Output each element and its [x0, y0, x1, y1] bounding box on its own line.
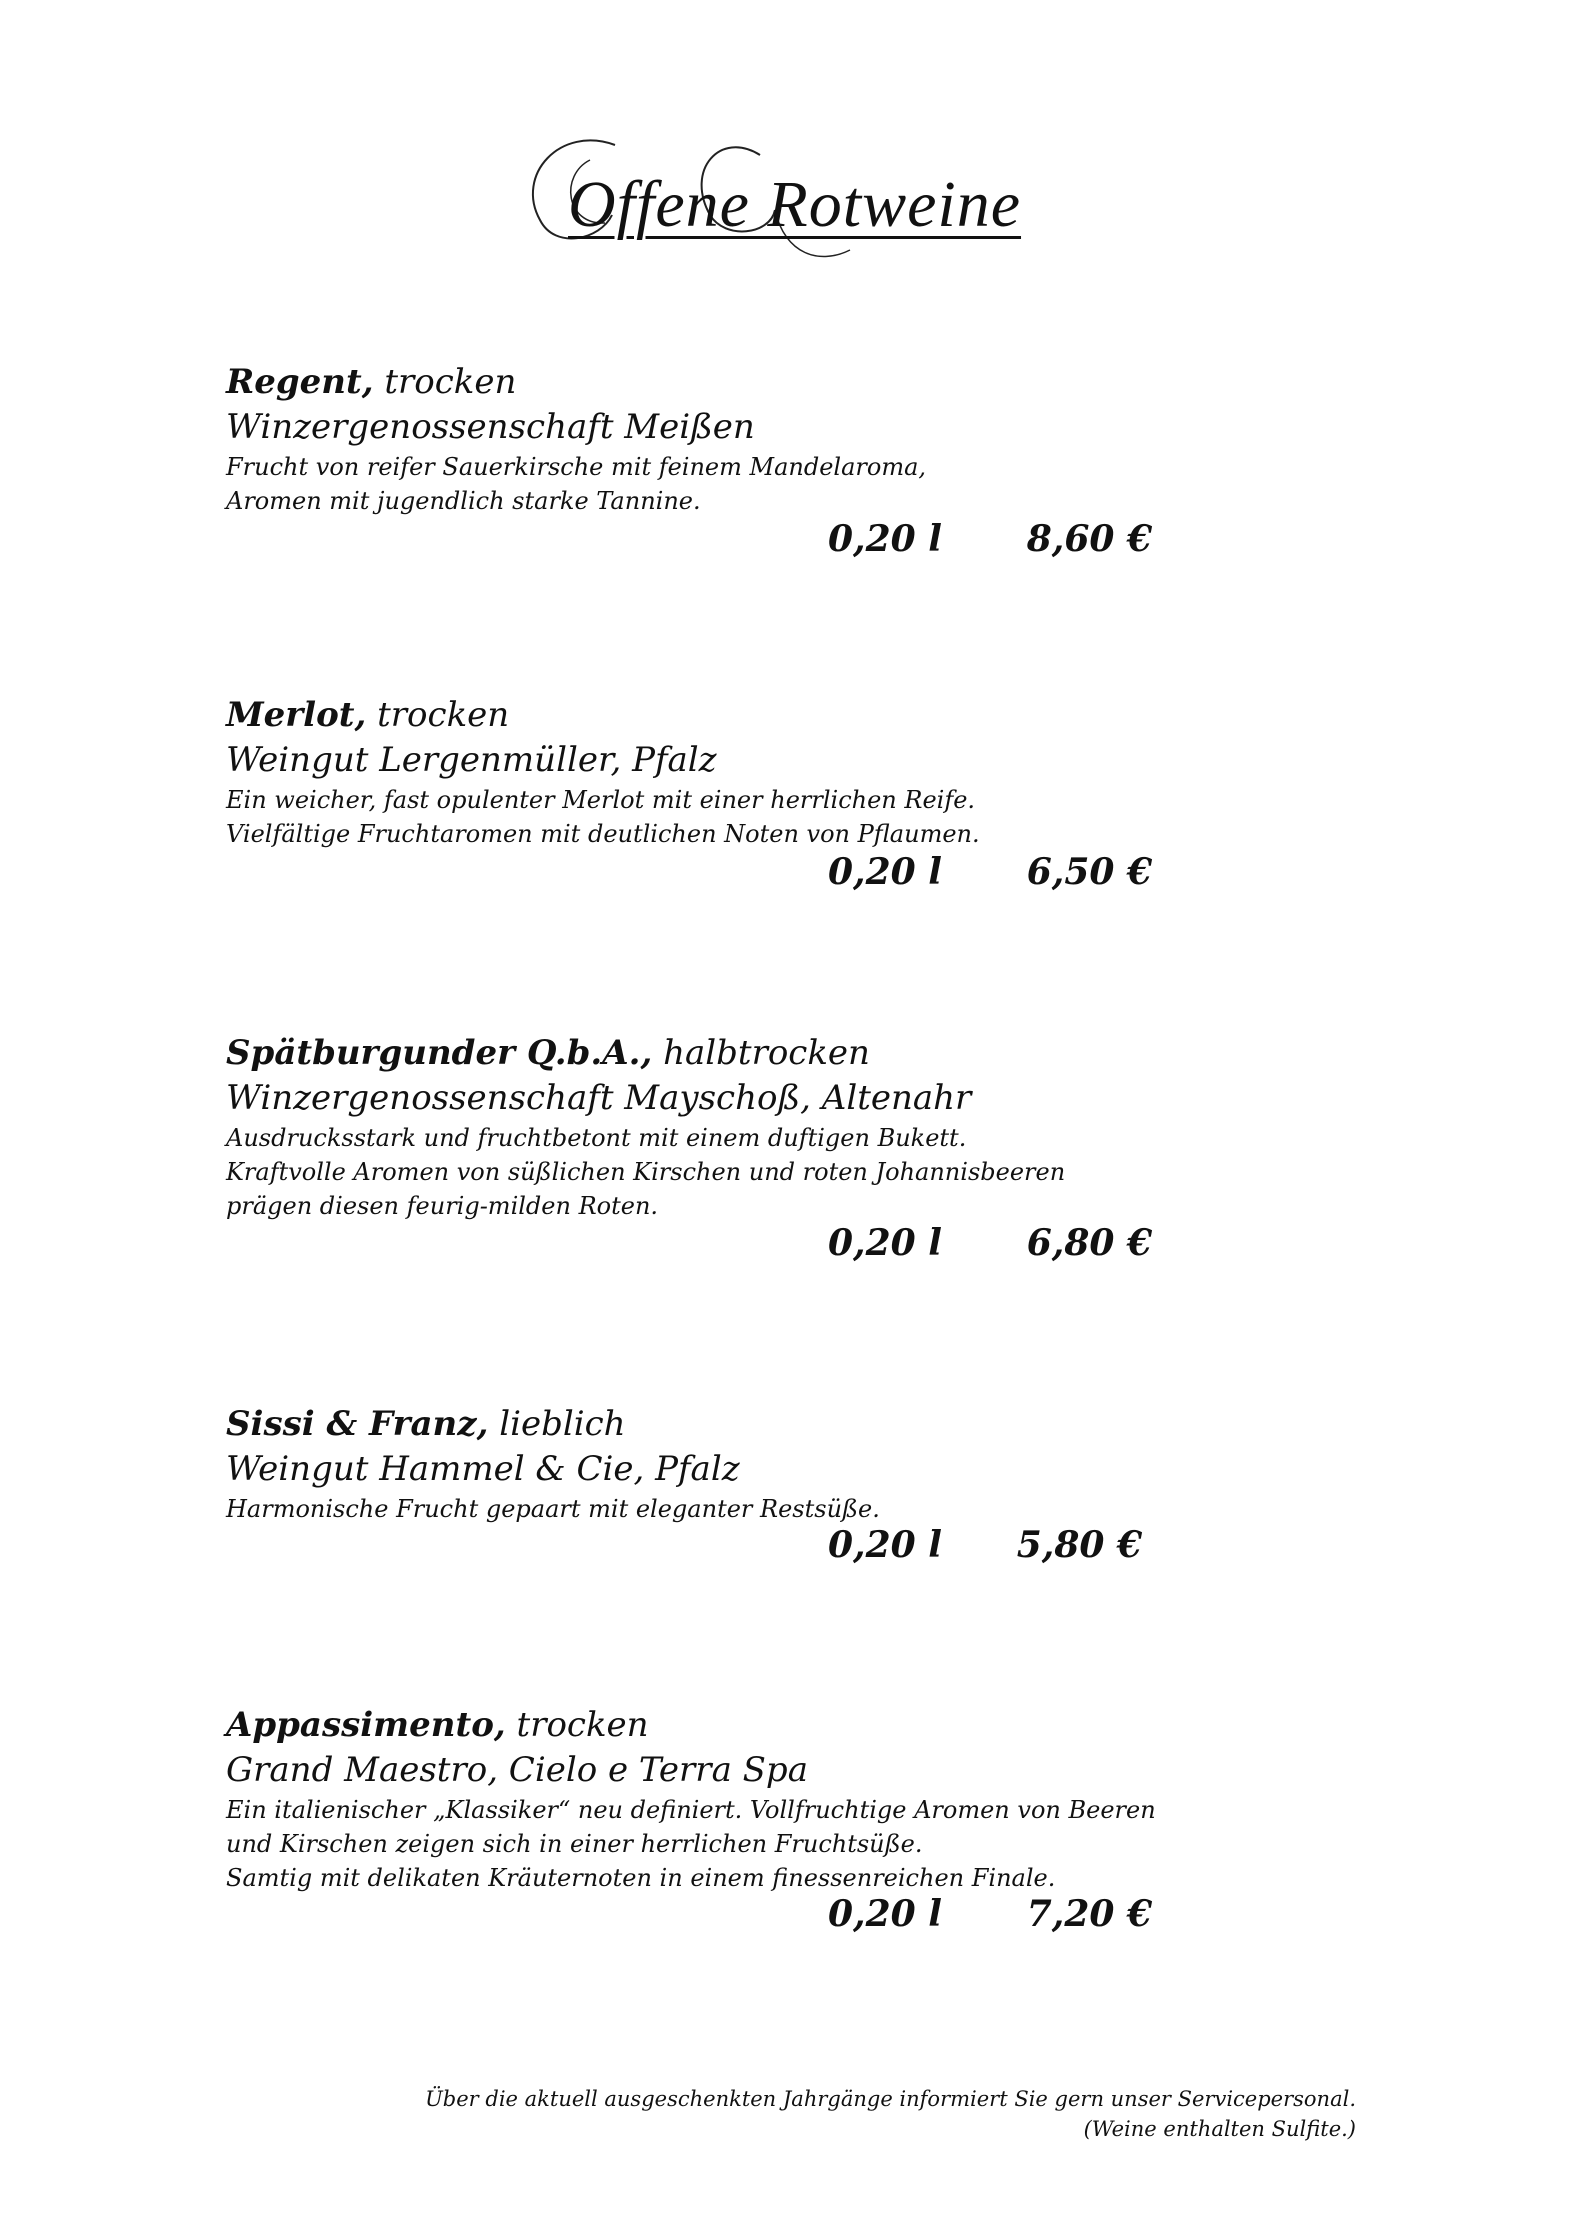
- wine-price-row: [828, 1889, 1152, 1939]
- wine-entry: [226, 1703, 1376, 1895]
- wine-name: Merlot: [226, 695, 355, 735]
- wine-description-line: Samtig mit delikaten Kräuternoten in einem finessenreichen Finale.: [226, 1864, 1056, 1892]
- wine-price-row: [828, 514, 1152, 564]
- wine-description-line: Kraftvolle Aromen von süßlichen Kirschen und roten Johannisbeeren: [226, 1158, 1066, 1186]
- wine-description: [226, 783, 1376, 851]
- wine-volume: 0,20 l: [828, 851, 942, 893]
- wine-price: 6,80 €: [1026, 1222, 1152, 1264]
- wine-price: 7,20 €: [1026, 1893, 1152, 1935]
- wine-description-line: Frucht von reifer Sauerkirsche mit feinem Mandelaroma,: [226, 453, 927, 481]
- wine-price-row: [828, 1218, 1152, 1268]
- wine-price: 8,60 €: [1026, 518, 1152, 560]
- wine-volume: 0,20 l: [828, 1222, 942, 1264]
- footer-note-line: Über die aktuell ausgeschenkten Jahrgänge informiert Sie gern unser Servicepersonal.: [425, 2087, 1356, 2111]
- wine-description-line: Ein italienischer „Klassiker“ neu definiert. Vollfruchtige Aromen von Beeren: [226, 1796, 1156, 1824]
- wine-heading: Appassimento, trocken: [226, 1705, 649, 1745]
- wine-description-line: Ausdrucksstark und fruchtbetont mit einem duftigen Bukett.: [226, 1124, 967, 1152]
- wine-name: Regent: [226, 362, 362, 402]
- wine-description: [226, 1121, 1376, 1223]
- wine-style: trocken: [516, 1705, 649, 1745]
- wine-entry: [226, 360, 1376, 518]
- wine-name: Appassimento: [226, 1705, 494, 1745]
- wine-volume: 0,20 l: [828, 518, 942, 560]
- wine-price-row: [828, 847, 1152, 897]
- wine-entry: [226, 1031, 1376, 1223]
- wine-name: Sissi & Franz: [226, 1404, 477, 1444]
- wine-entry: [226, 693, 1376, 851]
- wine-description: [226, 1793, 1376, 1895]
- wine-description: [226, 1492, 1376, 1526]
- wine-description-line: Vielfältige Fruchtaromen mit deutlichen Noten von Pflaumen.: [226, 820, 980, 848]
- wine-producer: Weingut Lergenmüller, Pfalz: [226, 740, 717, 780]
- wine-style: lieblich: [499, 1404, 626, 1444]
- footer-note: [425, 2084, 1356, 2144]
- wine-description-line: und Kirschen zeigen sich in einer herrlichen Fruchtsüße.: [226, 1830, 923, 1858]
- wine-producer: Grand Maestro, Cielo e Terra Spa: [226, 1750, 808, 1790]
- wine-volume: 0,20 l: [828, 1524, 942, 1566]
- wine-producer: Weingut Hammel & Cie, Pfalz: [226, 1449, 740, 1489]
- wine-heading: Merlot, trocken: [226, 695, 510, 735]
- footer-note-line: (Weine enthalten Sulfite.): [1083, 2117, 1356, 2141]
- wine-price-row: [828, 1520, 1148, 1570]
- wine-name: Spätburgunder Q.b.A.: [226, 1033, 641, 1073]
- wine-description-line: prägen diesen feurig-milden Roten.: [226, 1192, 659, 1220]
- wine-description-line: Aromen mit jugendlich starke Tannine.: [226, 487, 701, 515]
- wine-heading: Regent, trocken: [226, 362, 517, 402]
- wine-volume: 0,20 l: [828, 1893, 942, 1935]
- wine-style: trocken: [384, 362, 517, 402]
- page-title: Offene Rotweine: [568, 168, 1022, 241]
- wine-heading: Sissi & Franz, lieblich: [226, 1404, 626, 1444]
- wine-description-line: Harmonische Frucht gepaart mit eleganter Restsüße.: [226, 1495, 880, 1523]
- wine-entry: [226, 1402, 1376, 1526]
- wine-style: trocken: [377, 695, 510, 735]
- wine-style: halbtrocken: [663, 1033, 870, 1073]
- wine-heading: Spätburgunder Q.b.A., halbtrocken: [226, 1033, 870, 1073]
- wine-description-line: Ein weicher, fast opulenter Merlot mit einer herrlichen Reife.: [226, 786, 976, 814]
- wine-price: 5,80 €: [1016, 1524, 1142, 1566]
- wine-producer: Winzergenossenschaft Meißen: [226, 407, 755, 447]
- page-title-block: [520, 115, 1040, 275]
- wine-producer: Winzergenossenschaft Mayschoß, Altenahr: [226, 1078, 972, 1118]
- wine-price: 6,50 €: [1026, 851, 1152, 893]
- wine-description: [226, 450, 1376, 518]
